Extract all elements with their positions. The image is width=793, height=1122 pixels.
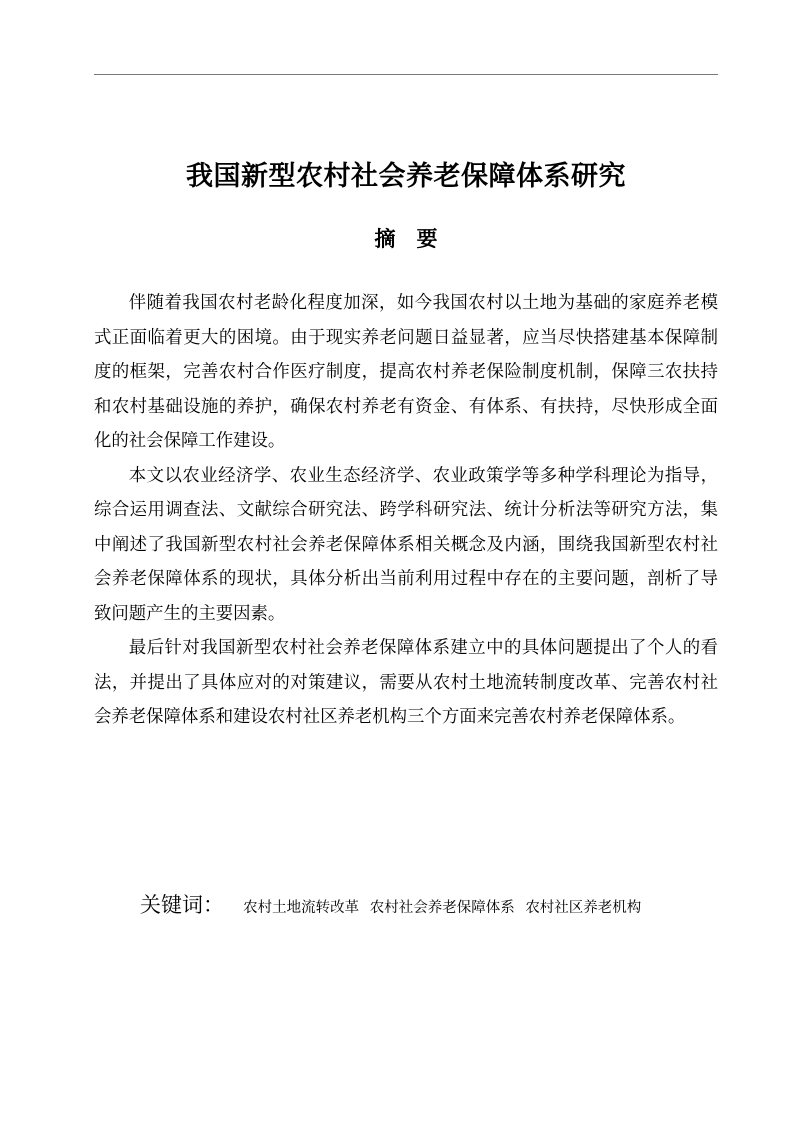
keyword-item: 农村土地流转改革 bbox=[243, 900, 360, 916]
header-rule bbox=[94, 74, 718, 75]
abstract-body bbox=[94, 286, 718, 735]
keyword-item: 农村社会养老保障体系 bbox=[369, 900, 515, 916]
page-title: 我国新型农村社会养老保障体系研究 bbox=[186, 161, 626, 192]
abstract-heading: 摘要 bbox=[374, 227, 459, 251]
keywords-list bbox=[243, 893, 647, 923]
keyword-item: 农村社区养老机构 bbox=[525, 900, 642, 916]
abstract-paragraph-3: 最后针对我国新型农村社会养老保障体系建立中的具体问题提出了个人的看法，并提出了具体应对的对策建议，需要从农村土地流转制度改革、完善农村社会养老保障体系和建设农村社区养老机构三个方面来完善农村养老保障体系。 bbox=[94, 638, 718, 727]
abstract-paragraph-2: 本文以农业经济学、农业生态经济学、农业政策学等多种学科理论为指导，综合运用调查法、文献综合研究法、跨学科研究法、统计分析法等研究方法，集中阐述了我国新型农村社会养老保障体系相关概念及内涵，围绕我国新型农村社会养老保障体系的现状，具体分析出当前利用过程中存在的主要问题，剖析了导致问题产生的主要因素。 bbox=[94, 465, 718, 624]
keywords-label: 关键词： bbox=[140, 893, 224, 917]
abstract-paragraph-1: 伴随着我国农村老龄化程度加深，如今我国农村以土地为基础的家庭养老模式正面临着更大的困境。由于现实养老问题日益显著，应当尽快搭建基本保障制度的框架，完善农村合作医疗制度，提高农村养老保险制度机制，保障三农扶持和农村基础设施的养护，确保农村养老有资金、有体系、有扶持，尽快形成全面化的社会保障工作建设。 bbox=[94, 293, 718, 451]
keywords-line bbox=[140, 890, 740, 923]
